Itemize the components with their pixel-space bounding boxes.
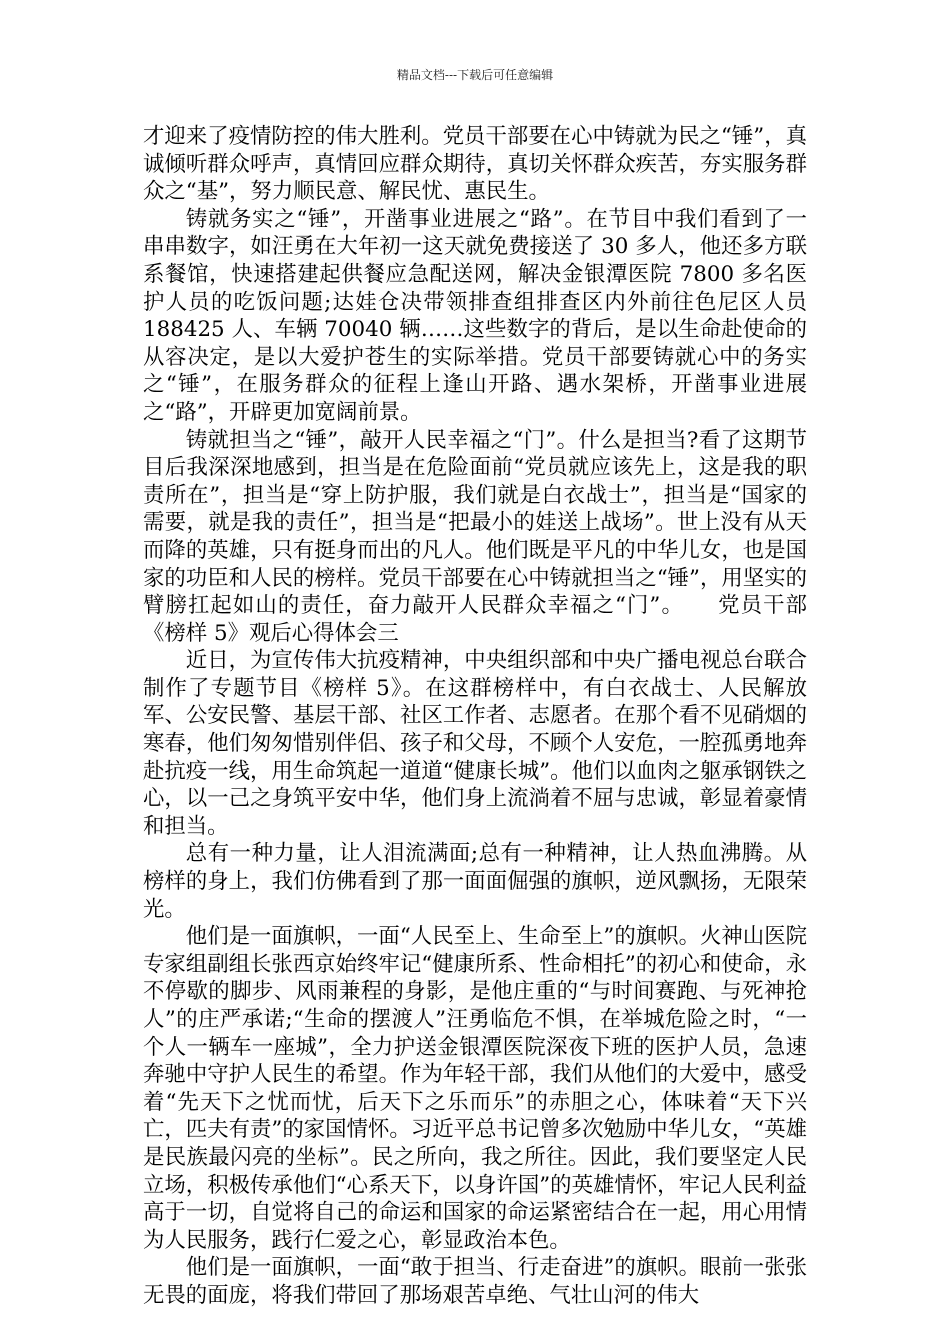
paragraph: 才迎来了疫情防控的伟大胜利。党员干部要在心中铸就为民之“锤”，真诚倾听群众呼声，真情回应群众期待，真切关怀群众疾苦，夯实服务群众之“基”，努力顺民意、解民忧、惠民生。: [143, 124, 807, 205]
document-body: [143, 123, 807, 1310]
paragraph: 总有一种力量，让人泪流满面;总有一种精神，让人热血沸腾。从榜样的身上，我们仿佛看到了那一面面倔强的旗帜，逆风飘扬，无限荣光。: [143, 841, 807, 922]
paragraph: 铸就担当之“锤”，敲开人民幸福之“门”。什么是担当?看了这期节目后我深深地感到，担当是在危险面前“党员就应该先上，这是我的职责所在”，担当是“穿上防护服，我们就是白衣战士”，担当是“国家的需要，就是我的责任”，担当是“把最小的娃送上战场”。世上没有从天而降的英雄，只有挺身而出的凡人。他们既是平凡的中华儿女，也是国家的功臣和人民的榜样。党员干部要在心中铸就担当之“锤”，用坚实的臂膀扛起如山的责任，奋力敲开人民群众幸福之“门”。 党员干部《榜样 5》观后心得体会三: [143, 427, 807, 646]
page-header: 精品文档---下载后可任意编辑: [396, 68, 554, 82]
paragraph: 他们是一面旗帜，一面“人民至上、生命至上”的旗帜。火神山医院专家组副组长张西京始终牢记“健康所系、性命相托”的初心和使命，永不停歇的脚步、风雨兼程的身影，是他庄重的“与时间赛跑、与死神抢人”的庄严承诺;“生命的摆渡人”汪勇临危不惧，在举城危险之时，“一个人一辆车一座城”，全力护送金银潭医院深夜下班的医护人员，急速奔驰中守护人民生的希望。作为年轻干部，我们从他们的大爱中，感受着“先天下之忧而忧，后天下之乐而乐”的赤胆之心，体味着“天下兴亡，匹夫有责”的家国情怀。习近平总书记曾多次勉励中华儿女，“英雄是民族最闪亮的坐标”。民之所向，我之所往。因此，我们要坚定人民立场，积极传承他们“心系天下，以身许国”的英雄情怀，牢记人民利益高于一切，自觉将自己的命运和国家的命运紧密结合在一起，用心用情为人民服务，践行仁爱之心，彰显政治本色。: [143, 924, 807, 1253]
paragraph: 他们是一面旗帜，一面“敢于担当、行走奋进”的旗帜。眼前一张张无畏的面庞，将我们带回了那场艰苦卓绝、气壮山河的伟大: [143, 1255, 807, 1308]
paragraph: 近日，为宣传伟大抗疫精神，中央组织部和中央广播电视总台联合制作了专题节目《榜样 5》。在这群榜样中，有白衣战士、人民解放军、公安民警、基层干部、社区工作者、志愿者。在那个看不见硝烟的寒春，他们匆匆惜别伴侣、孩子和父母，不顾个人安危，一腔孤勇地奔赴抗疫一线，用生命筑起一道道“健康长城”。他们以血肉之躯承钢铁之心，以一己之身筑平安中华，他们身上流淌着不屈与忠诚，彰显着豪情和担当。: [143, 648, 807, 839]
paragraph: 铸就务实之“锤”，开凿事业进展之“路”。在节目中我们看到了一串串数字，如汪勇在大年初一这天就免费接送了 30 多人，他还多方联系餐馆，快速搭建起供餐应急配送网，解决金银潭医院 7800 多名医护人员的吃饭问题;达娃仓决带领排查组排查区内外前往色尼区人员 188425 人、车辆 70040 辆……这些数字的背后，是以生命赴使命的从容决定，是以大爱护苍生的实际举措。党员干部要铸就心中的务实之“锤”，在服务群众的征程上逢山开路、遇水架桥，开凿事业进展之“路”，开辟更加宽阔前景。: [143, 206, 807, 425]
